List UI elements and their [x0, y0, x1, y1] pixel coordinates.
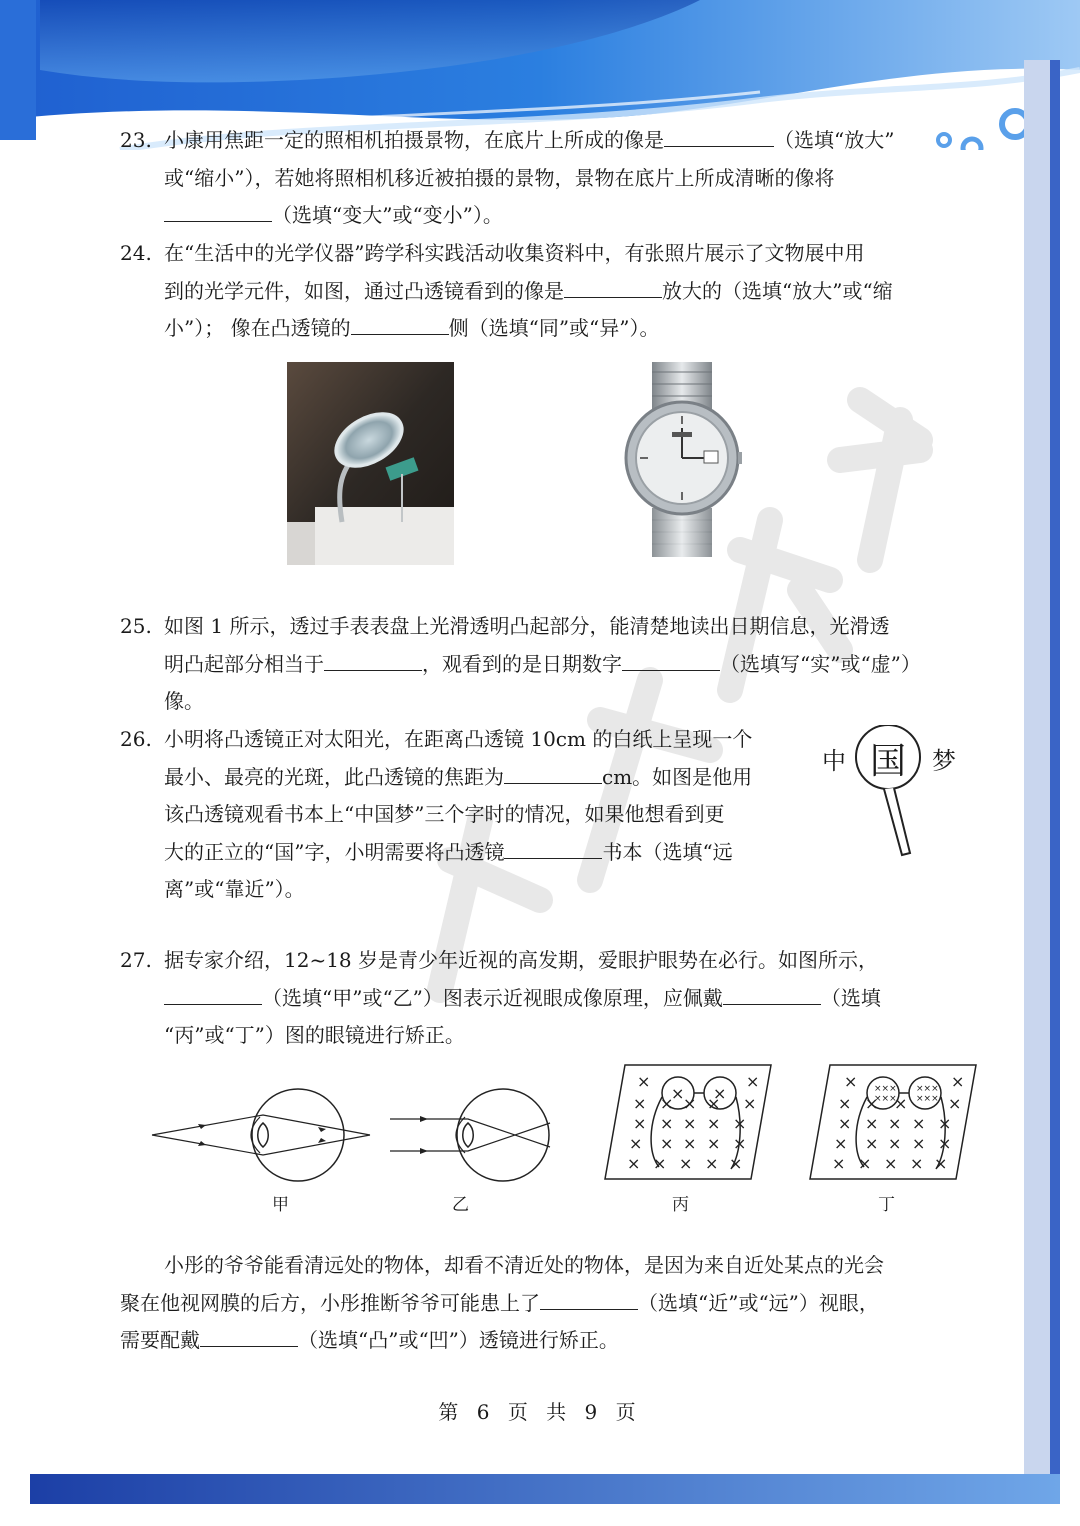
answer-blank[interactable] — [324, 650, 422, 671]
answer-blank[interactable] — [622, 650, 720, 671]
question-25 — [120, 608, 965, 721]
question-text: 或“缩小”），若她将照相机移近被拍摄的景物，景物在底片上所成清晰的像将 — [164, 165, 835, 190]
question-text: 据专家介绍，12~18 岁是青少年近视的高发期，爱眼护眼势在必行。如图所示， — [164, 948, 879, 972]
svg-text:×: × — [951, 1072, 965, 1091]
svg-text:×: × — [671, 1084, 685, 1103]
svg-text:×: × — [653, 1154, 667, 1173]
question-23 — [120, 122, 965, 235]
question-text: 小康用焦距一定的照相机拍摄景物，在底片上所成的像是 — [164, 128, 664, 152]
svg-text:×: × — [865, 1094, 879, 1113]
svg-text:×: × — [912, 1134, 926, 1153]
svg-text:×: × — [707, 1134, 721, 1153]
figure-char-right: 梦 — [932, 747, 956, 775]
svg-text:×: × — [729, 1154, 743, 1173]
answer-blank[interactable] — [664, 126, 774, 147]
footer-decoration — [30, 1474, 1060, 1504]
question-text: 明凸起部分相当于 — [164, 651, 324, 676]
svg-text:×: × — [713, 1084, 727, 1103]
svg-text:×: × — [707, 1114, 721, 1133]
caption-bing: 丙 — [672, 1195, 689, 1215]
svg-text:×: × — [865, 1134, 879, 1153]
answer-blank[interactable] — [504, 763, 602, 784]
page-number: 第 6 页 共 9 页 — [438, 1400, 642, 1424]
question-text: 在“生活中的光学仪器”跨学科实践活动收集资料中，有张照片展示了文物展中用 — [164, 241, 865, 265]
caption-jia: 甲 — [272, 1195, 289, 1215]
svg-text:×: × — [660, 1114, 674, 1133]
question-text: 小彤的爷爷能看清远处的物体，却看不清近处的物体，是因为来自近处某点的光会 — [164, 1253, 884, 1277]
svg-text:×: × — [938, 1134, 952, 1153]
svg-text:×: × — [743, 1094, 757, 1113]
svg-text:×: × — [660, 1134, 674, 1153]
question-text: 离”或“靠近”）。 — [164, 877, 305, 901]
svg-text:×××: ××× — [874, 1084, 897, 1094]
svg-text:×: × — [633, 1094, 647, 1113]
svg-text:×: × — [865, 1114, 879, 1133]
answer-blank[interactable] — [200, 1326, 298, 1347]
glasses-diagram-bing — [603, 1063, 773, 1181]
question-number: 24. — [120, 241, 152, 265]
watch-photo — [622, 362, 742, 557]
svg-text:×: × — [894, 1094, 908, 1113]
svg-text:×××: ××× — [916, 1094, 939, 1104]
svg-text:×: × — [844, 1072, 858, 1091]
magnifier-photo — [287, 362, 454, 565]
question-text: 需要配戴 — [120, 1328, 200, 1352]
answer-blank[interactable] — [504, 838, 602, 859]
caption-yi: 乙 — [452, 1195, 469, 1215]
svg-text:×: × — [683, 1094, 697, 1113]
svg-text:×: × — [679, 1154, 693, 1173]
question-text: （选填“近”或“远”）视眼， — [638, 1290, 879, 1315]
question-text: （选填 — [820, 985, 881, 1010]
answer-blank[interactable] — [164, 984, 262, 1005]
question-26 — [120, 721, 820, 909]
question-text: 放大的（选填“放大”或“缩 — [662, 278, 893, 303]
question-24 — [120, 235, 965, 348]
svg-text:×: × — [660, 1094, 674, 1113]
right-side-decoration — [1020, 60, 1080, 1500]
figure-char-center: 国 — [870, 741, 907, 782]
svg-text:×: × — [733, 1134, 747, 1153]
question-text: （选填“凸”或“凹”）透镜进行矫正。 — [298, 1328, 619, 1352]
svg-text:×: × — [858, 1154, 872, 1173]
question-number: 26. — [120, 727, 152, 751]
svg-text:×: × — [633, 1114, 647, 1133]
answer-blank[interactable] — [351, 314, 449, 335]
question-text: 如图 1 所示，透过手表表盘上光滑透明凸起部分，能清楚地读出日期信息，光滑透 — [164, 614, 890, 638]
answer-blank[interactable] — [723, 984, 821, 1005]
question-text: 书本（选填“远 — [602, 839, 733, 864]
svg-text:×: × — [629, 1134, 643, 1153]
question-text: 该凸透镜观看书本上“中国梦”三个字时的情况，如果他想看到更 — [164, 802, 725, 826]
svg-text:×: × — [733, 1114, 747, 1133]
magnifier-figure — [818, 725, 968, 865]
question-text: （选填“甲”或“乙”）图表示近视眼成像原理，应佩戴 — [262, 985, 723, 1010]
question-number: 25. — [120, 614, 152, 638]
svg-text:×: × — [838, 1114, 852, 1133]
eye-diagram-yi — [388, 1085, 556, 1185]
question-text: 聚在他视网膜的后方，小彤推断爷爷可能患上了 — [120, 1290, 540, 1315]
question-27 — [120, 942, 965, 1055]
question-text: “丙”或“丁”）图的眼镜进行矫正。 — [164, 1023, 465, 1047]
question-number: 23. — [120, 128, 152, 152]
eye-diagram-jia — [148, 1085, 376, 1185]
question-text: cm。如图是他用 — [602, 764, 753, 789]
question-text: （选填“放大” — [774, 128, 895, 152]
svg-text:×: × — [910, 1154, 924, 1173]
question-number: 27. — [120, 948, 152, 972]
caption-ding: 丁 — [878, 1195, 895, 1215]
glasses-diagram-ding — [808, 1063, 978, 1181]
svg-text:×: × — [884, 1154, 898, 1173]
question-text: ，观看到的是日期数字 — [422, 651, 622, 676]
svg-text:×: × — [948, 1094, 962, 1113]
svg-text:×: × — [683, 1114, 697, 1133]
answer-blank[interactable] — [164, 201, 272, 222]
svg-text:×: × — [834, 1134, 848, 1153]
question-28 — [120, 1247, 965, 1360]
question-text: 最小、最亮的光斑，此凸透镜的焦距为 — [164, 764, 504, 789]
svg-text:×: × — [938, 1114, 952, 1133]
svg-text:×: × — [934, 1154, 948, 1173]
figure-char-left: 中 — [822, 747, 846, 775]
svg-text:×: × — [707, 1094, 721, 1113]
svg-text:×××: ××× — [916, 1084, 939, 1094]
svg-text:×××: ××× — [874, 1094, 897, 1104]
question-text: 侧（选填“同”或“异”）。 — [448, 316, 660, 340]
svg-text:×: × — [832, 1154, 846, 1173]
svg-text:×: × — [888, 1134, 902, 1153]
question-text: 到的光学元件，如图，通过凸透镜看到的像是 — [164, 278, 564, 303]
svg-text:×: × — [705, 1154, 719, 1173]
question-text: 像。 — [164, 689, 204, 713]
answer-blank[interactable] — [564, 277, 662, 298]
question-text: 小明将凸透镜正对太阳光，在距离凸透镜 10cm 的白纸上呈现一个 — [164, 727, 753, 751]
svg-text:×: × — [888, 1114, 902, 1133]
svg-text:×: × — [912, 1114, 926, 1133]
svg-text:×: × — [746, 1072, 760, 1091]
svg-text:×: × — [627, 1154, 641, 1173]
svg-text:×: × — [683, 1134, 697, 1153]
question-text: 小”）； 像在凸透镜的 — [164, 316, 351, 340]
svg-text:×: × — [838, 1094, 852, 1113]
question-text: （选填“变大”或“变小”）。 — [272, 203, 503, 227]
question-text: 大的正立的“国”字，小明需要将凸透镜 — [164, 839, 505, 864]
left-edge-decoration — [0, 0, 36, 140]
svg-text:×: × — [637, 1072, 651, 1091]
question-text: （选填写“实”或“虚”） — [720, 651, 921, 676]
answer-blank[interactable] — [540, 1289, 638, 1310]
